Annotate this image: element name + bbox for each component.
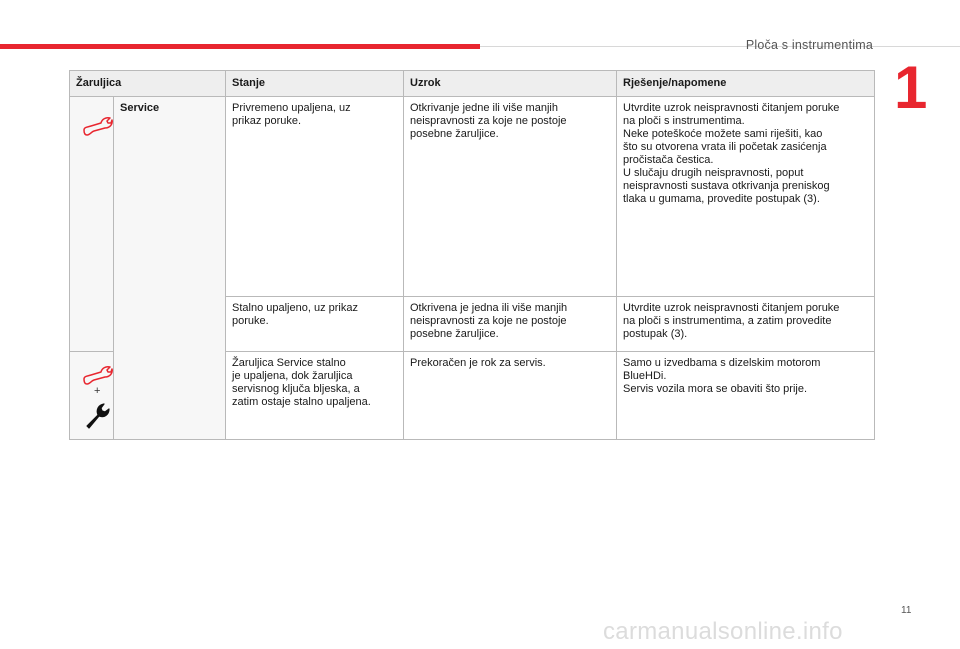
cause-cell [404,297,617,352]
cause-cell [404,352,617,440]
state-text: Privremeno upaljena, uz prikaz poruke. [232,102,351,127]
chapter-number: 1 [894,54,928,121]
plus-sign: + [94,385,101,397]
lamp-icon-cell [70,352,114,440]
table-header-row [70,71,875,97]
lamp-name: Service [120,102,160,114]
column-header-solution: Rješenje/napomene [617,71,875,97]
column-header-lamp: Žaruljica [70,71,226,97]
state-text: Žaruljica Service stalno je upaljena, dok žaruljica servisnog ključa bljeska, a zatim ostaje stalno upaljena. [232,357,371,408]
column-header-state: Stanje [226,71,404,97]
service-wrench-outline-icon [82,114,114,136]
page-number: 11 [901,605,912,616]
solution-cell [617,297,875,352]
state-text: Stalno upaljeno, uz prikaz poruke. [232,302,358,327]
cause-text: Otkrivena je jedna ili više manjih neispravnosti za koje ne postoje posebne žaruljice. [410,302,568,340]
service-wrench-solid-icon [84,401,112,429]
section-title: Ploča s instrumentima [745,38,873,52]
solution-cell [617,97,875,297]
solution-text: Samo u izvedbama s dizelskim motorom BlueHDi. Servis vozila mora se obaviti što prije. [623,357,821,395]
state-cell [226,97,404,297]
solution-text: Utvrdite uzrok neispravnosti čitanjem poruke na ploči s instrumentima. Neke poteškoće možete sami riješiti, kao što su otvorena vrata ili početak zasićenja pročistača čestica. U slučaju drugih neispravnosti, poput neispravnosti sustava otkrivanja preniskog tlaka u gumama, provedite postupak (3). [623,102,840,205]
lamp-icon-cell [70,97,114,352]
state-cell [226,297,404,352]
table-row [70,97,875,297]
service-wrench-outline-icon [82,363,114,385]
header-accent-bar [0,44,480,49]
watermark: carmanualsonline.info [603,618,843,645]
warning-lamp-table [69,70,875,440]
solution-text: Utvrdite uzrok neispravnosti čitanjem poruke na ploči s instrumentima, a zatim provedite postupak (3). [623,302,840,340]
lamp-name-cell [114,97,226,440]
state-cell [226,352,404,440]
header-divider [480,46,960,47]
cause-text: Prekoračen je rok za servis. [410,357,546,369]
column-header-cause: Uzrok [404,71,617,97]
cause-cell [404,97,617,297]
solution-cell [617,352,875,440]
cause-text: Otkrivanje jedne ili više manjih neispravnosti za koje ne postoje posebne žaruljice. [410,102,567,140]
